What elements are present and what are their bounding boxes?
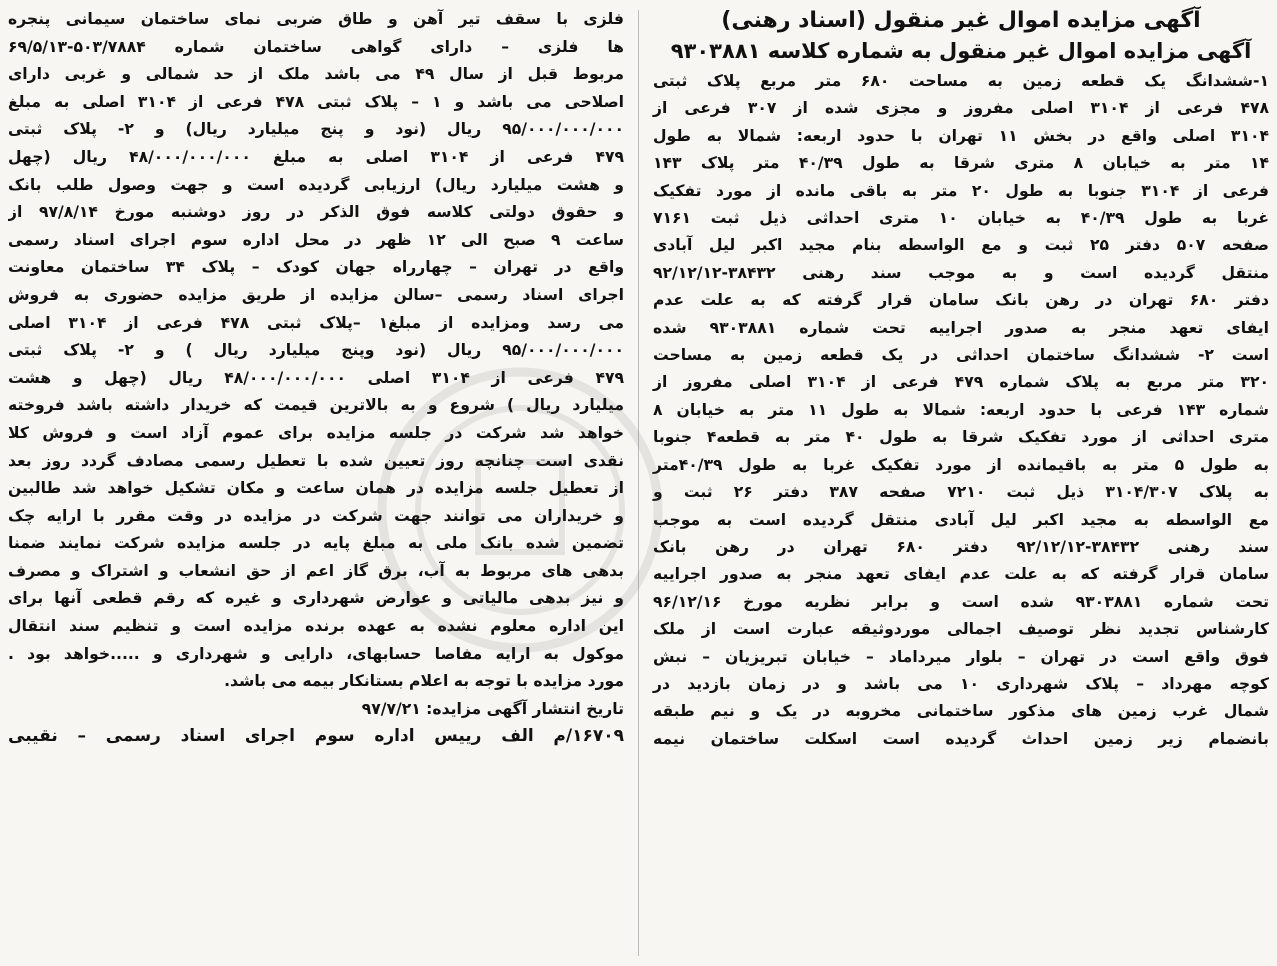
right-column-body	[653, 68, 1269, 753]
text-line: به پلاک ۳۱۰۴/۳۰۷ ذیل ثبت ۷۲۱۰ صفحه ۳۸۷ دفتر ۲۶ ثبت و	[653, 483, 1269, 502]
left-column	[8, 6, 630, 960]
text-line: واقع در تهران – چهارراه جهان کودک – پلاک ۳۴ ساختمان معاونت	[8, 258, 625, 277]
text-line: ۹۵/۰۰۰/۰۰۰/۰۰۰ ریال (نود وپنج میلیارد ریال ) و ۲- پلاک ثبتی	[8, 341, 625, 360]
text-line: تحت شماره ۹۳۰۳۸۸۱ شده است و برابر نظریه مورخ ۹۶/۱۲/۱۶	[653, 592, 1269, 611]
text-line: می رسد ومزایده از مبلغ۱ –پلاک ثبتی ۴۷۸ فرعی از ۳۱۰۴ اصلی	[8, 313, 625, 332]
text-line: سند رهنی ۳۸۴۳۲-۹۲/۱۲/۱۲ دفتر ۶۸۰ تهران در رهن بانک	[653, 537, 1269, 556]
text-line: مورد مزایده با توجه به اعلام بستانکار بیمه می باشد.	[224, 672, 624, 691]
text-line: نقدی است چنانچه روز تعیین شده با تعطیل رسمی مصادف گردد روز بعد	[8, 451, 624, 470]
right-column	[647, 6, 1269, 960]
text-line: ساعت ۹ صبح الی ۱۲ ظهر در محل اداره سوم اجرای اسناد رسمی	[8, 230, 625, 249]
text-line: و حقوق دولتی کلاسه فوق الذکر در روز دوشنبه مورخ ۹۷/۸/۱۴ از	[8, 203, 624, 222]
text-line: بدهی های مربوط به آب، برق گاز اعم از حق انشعاب و اشتراک و مصرف	[8, 561, 624, 580]
text-line: مربوط قبل از سال ۴۹ می باشد ملک از حد شمالی و غربی دارای	[8, 65, 624, 84]
text-line: اصلاحی می باشد و ۱ – پلاک ثبتی ۴۷۸ فرعی از ۳۱۰۴ اصلی به مبلغ	[8, 92, 624, 111]
text-line: ۴۷۹ فرعی از ۳۱۰۴ اصلی ۴۸/۰۰۰/۰۰۰/۰۰۰ ریال (چهل و هشت	[8, 368, 624, 387]
text-line: تضمین شده بانک ملی به مبلغ پایه در جلسه مزایده شرکت نمایند ضمنا	[8, 534, 624, 553]
text-line: ها فلزی – دارای گواهی ساختمان شماره ۵۰۳/۷۸۸۴-۶۹/۵/۱۳	[8, 37, 624, 56]
text-line: ۱-ششدانگ یک قطعه زمین به مساحت ۶۸۰ متر مربع پلاک ثبتی	[653, 72, 1269, 90]
text-line: و خریداران می توانند جهت شرکت در مزایده در وقت مقرر با ارایه چک	[8, 506, 624, 525]
text-line: شماره ۱۴۳ فرعی با حدود اربعه: شمالا به طول ۱۱ متر به خیابان ۸	[653, 400, 1269, 419]
text-line: ۳۲۰ متر مربع به پلاک شماره ۴۷۹ فرعی از ۳۱۰۴ اصلی مفروز از	[653, 373, 1269, 392]
text-line: ۴۷۸ فرعی از ۳۱۰۴ اصلی مفروز و مجزی شده از ۳۰۷ فرعی از	[653, 99, 1269, 118]
text-line: تاریخ انتشار آگهی مزایده: ۹۷/۷/۲۱	[361, 699, 624, 718]
text-line: منتقل گردیده است و به موجب سند رهنی ۳۸۴۳۲-۹۲/۱۲/۱۲	[653, 263, 1269, 282]
text-line: ۱۴ متر به خیابان ۸ متری شرقا به طول ۴۰/۳۹ متر پلاک ۱۴۳	[653, 154, 1269, 173]
text-line: مع الواسطه به مجید اکبر لیل آبادی منتقل گردیده است به موجب	[653, 510, 1269, 529]
text-line: غربا به طول ۴۰/۳۹ به خیابان ۱۰ متری احداثی ذیل ثبت ۷۱۶۱	[653, 209, 1269, 228]
notice-subtitle: آگهی مزایده اموال غیر منقول به شماره کلاسه ۹۳۰۳۸۸۱	[670, 39, 1252, 63]
text-line: خواهد شد شرکت در جلسه مزایده برای عموم آزاد است و فروش کلا	[8, 423, 624, 442]
text-line: از تعطیل جلسه مزایده در همان ساعت و مکان تشکیل خواهد شد طالبین	[8, 479, 624, 498]
text-line: ایفای تعهد منجر به صدور اجراییه تحت شماره ۹۳۰۳۸۸۱ شده	[653, 318, 1269, 337]
text-line: متری احداثی از مورد تفکیک شرقا به طول ۴۰ متر به قطعه۴ جنوبا	[653, 428, 1269, 447]
text-line: این اداره معلوم نشده به عهده برنده مزایده است و تنظیم سند انتقال	[8, 617, 624, 636]
text-line: اجرای اسناد رسمی –سالن مزایده از طریق مزایده حضوری به فروش	[8, 285, 624, 304]
text-line: است ۲- ششدانگ ساختمان احداثی در یک قطعه زمین به مساحت	[653, 346, 1269, 365]
text-line: ۳۱۰۴ اصلی واقع در بخش ۱۱ تهران با حدود اربعه: شمالا به طول	[653, 126, 1269, 145]
text-line: و نیز بدهی مالیاتی و عوارض شهرداری و غیره که رقم قطعی آنها برای	[8, 589, 624, 608]
text-line: فوق واقع است در تهران – بلوار میرداماد – خیابان تبریزیان – نبش	[653, 647, 1269, 666]
text-line: بانضمام زیر زمین احداث گردیده است اسکلت ساختمان نیمه	[653, 729, 1269, 748]
notice-title: آگهی مزایده اموال غیر منقول (اسناد رهنی)	[721, 8, 1201, 33]
left-column-body	[8, 6, 624, 751]
text-line: ۹۵/۰۰۰/۰۰۰/۰۰۰ ریال (نود و پنج میلیارد ریال) و ۲- پلاک ثبتی	[8, 120, 625, 139]
text-line: دفتر ۶۸۰ تهران در رهن بانک سامان قرار گرفته که به علت عدم	[653, 291, 1269, 310]
column-divider	[638, 10, 639, 956]
text-line: سامان قرار گرفته که به علت عدم ایفای تعهد منجر به صدور اجراییه	[653, 565, 1269, 584]
text-line: شمال غرب زمین های مذکور ساختمانی مخروبه در یک و نیم طبقه	[653, 702, 1269, 721]
text-line: صفحه ۵۰۷ دفتر ۲۵ ثبت و مع الواسطه بنام مجید اکبر لیل آبادی	[653, 236, 1269, 255]
text-line: و هشت میلیارد ریال) ارزیابی گردیده است و جهت وصول طلب بانک	[8, 175, 624, 194]
text-line: ۱۶۷۰۹/م الف رییس اداره سوم اجرای اسناد رسمی – نقیبی	[8, 726, 624, 747]
text-line: فلزی با سقف تیر آهن و طاق ضربی نمای ساختمان سیمانی پنجره	[8, 10, 624, 28]
text-line: میلیارد ریال ) شروع و به بالاترین قیمت که خریدار داشته باشد فروخته	[8, 396, 624, 415]
text-line: موکول به ارایه مفاصا حسابهای، دارایی و شهرداری و .....خواهد بود .	[8, 644, 624, 663]
text-line: کارشناس تجدید نظر توصیف اجمالی موردوثیقه عبارت است از ملک	[653, 620, 1269, 639]
text-line: ۴۷۹ فرعی از ۳۱۰۴ اصلی به مبلغ ۴۸/۰۰۰/۰۰۰/۰۰۰ ریال (چهل	[8, 147, 625, 166]
text-line: به طول ۵ متر به باقیمانده از مورد تفکیک غربا به طول ۴۰/۳۹متر	[653, 455, 1269, 474]
text-line: کوچه مهرداد – پلاک شهرداری ۱۰ می باشد و در زمان بازدید در	[653, 674, 1269, 693]
text-line: فرعی از ۳۱۰۴ جنوبا به طول ۲۰ متر به باقی مانده از مورد تفکیک	[653, 181, 1269, 200]
